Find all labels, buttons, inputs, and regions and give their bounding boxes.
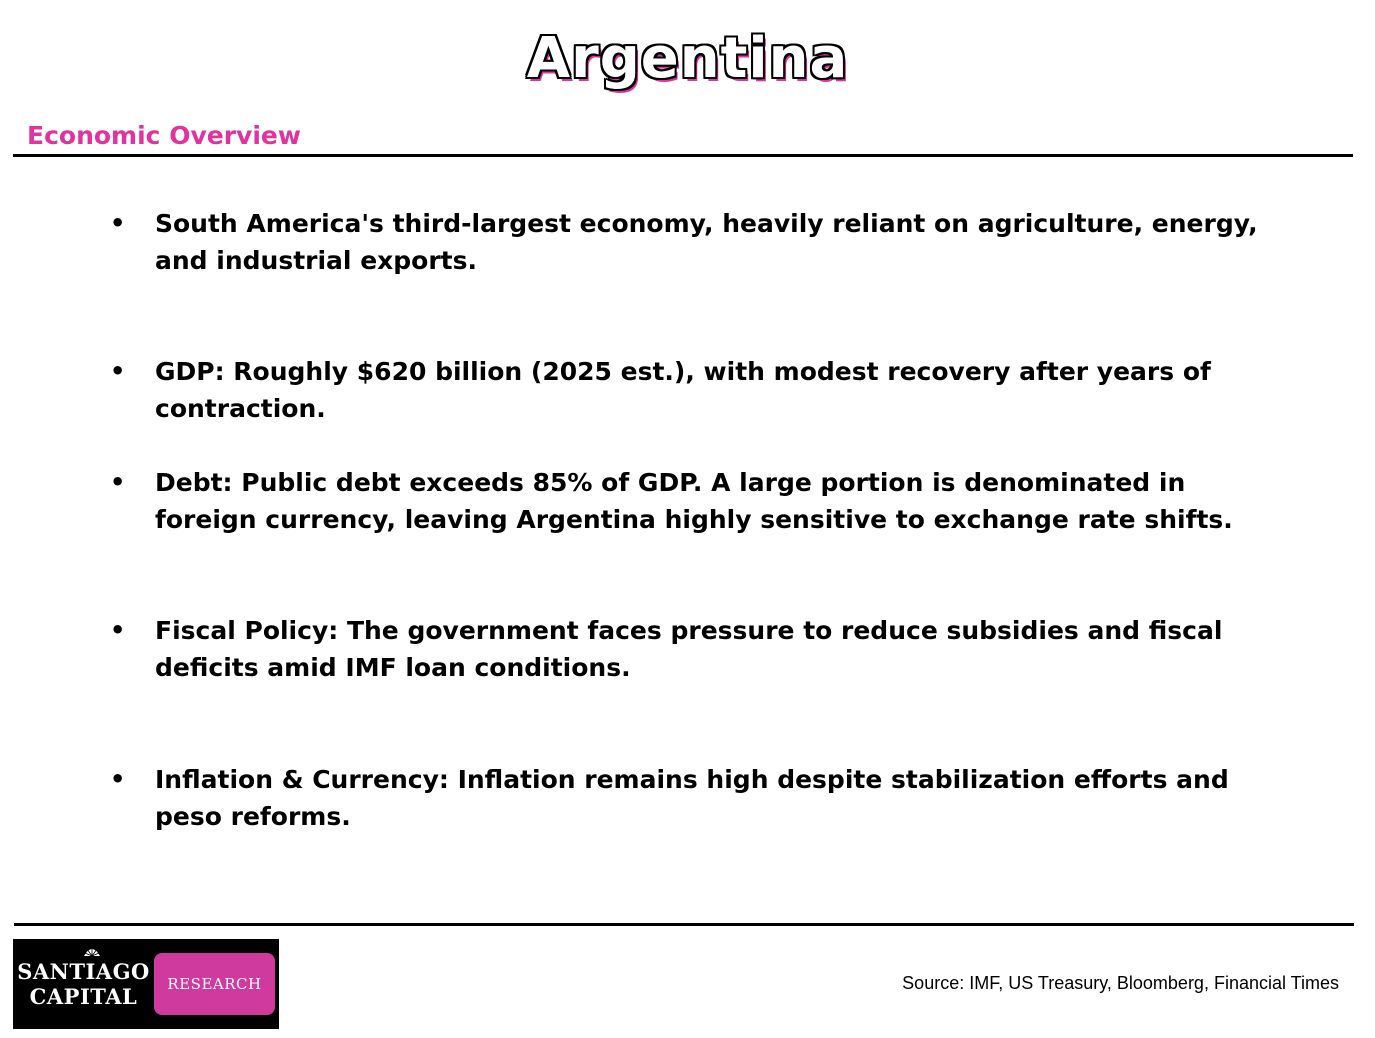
bullet-icon: • [110,765,126,793]
top-divider [13,154,1353,157]
bullet-text: Debt: Public debt exceeds 85% of GDP. A large portion is denominated in foreign currency, leaving Argentina highly sensitive to exchange rate shifts. [155,468,1233,534]
santiago-capital-research-logo [13,939,279,1029]
logo-line-2: CAPITAL [29,984,138,1009]
bullet-icon: • [110,209,126,237]
logo-line-1: SANTIAGO [17,959,150,984]
logo-wordmark [16,959,151,1009]
source-note: Source: IMF, US Treasury, Bloomberg, Financial Times [902,973,1339,993]
page-title: Argentina [526,26,849,91]
bullet-icon: • [110,616,126,644]
bullet-item-economy [110,205,1280,279]
bullet-item-inflation [110,761,1280,835]
bottom-divider [14,923,1354,926]
bullet-text: Fiscal Policy: The government faces pressure to reduce subsidies and fiscal deficits amid IMF loan conditions. [155,616,1223,682]
bullet-text: GDP: Roughly $620 billion (2025 est.), with modest recovery after years of contraction. [155,357,1211,423]
scallop-shell-icon [83,945,101,957]
bullet-text: Inflation & Currency: Inflation remains high despite stabilization efforts and peso reforms. [155,765,1229,831]
bullet-icon: • [110,357,126,385]
bullet-icon: • [110,468,126,496]
section-heading: Economic Overview [27,121,301,150]
bullet-item-fiscal-policy [110,612,1280,686]
research-badge: RESEARCH [154,953,275,1015]
bullet-text: South America's third-largest economy, heavily reliant on agriculture, energy, and industrial exports. [155,209,1258,275]
bullet-item-gdp [110,353,1280,427]
bullet-item-debt [110,464,1280,538]
